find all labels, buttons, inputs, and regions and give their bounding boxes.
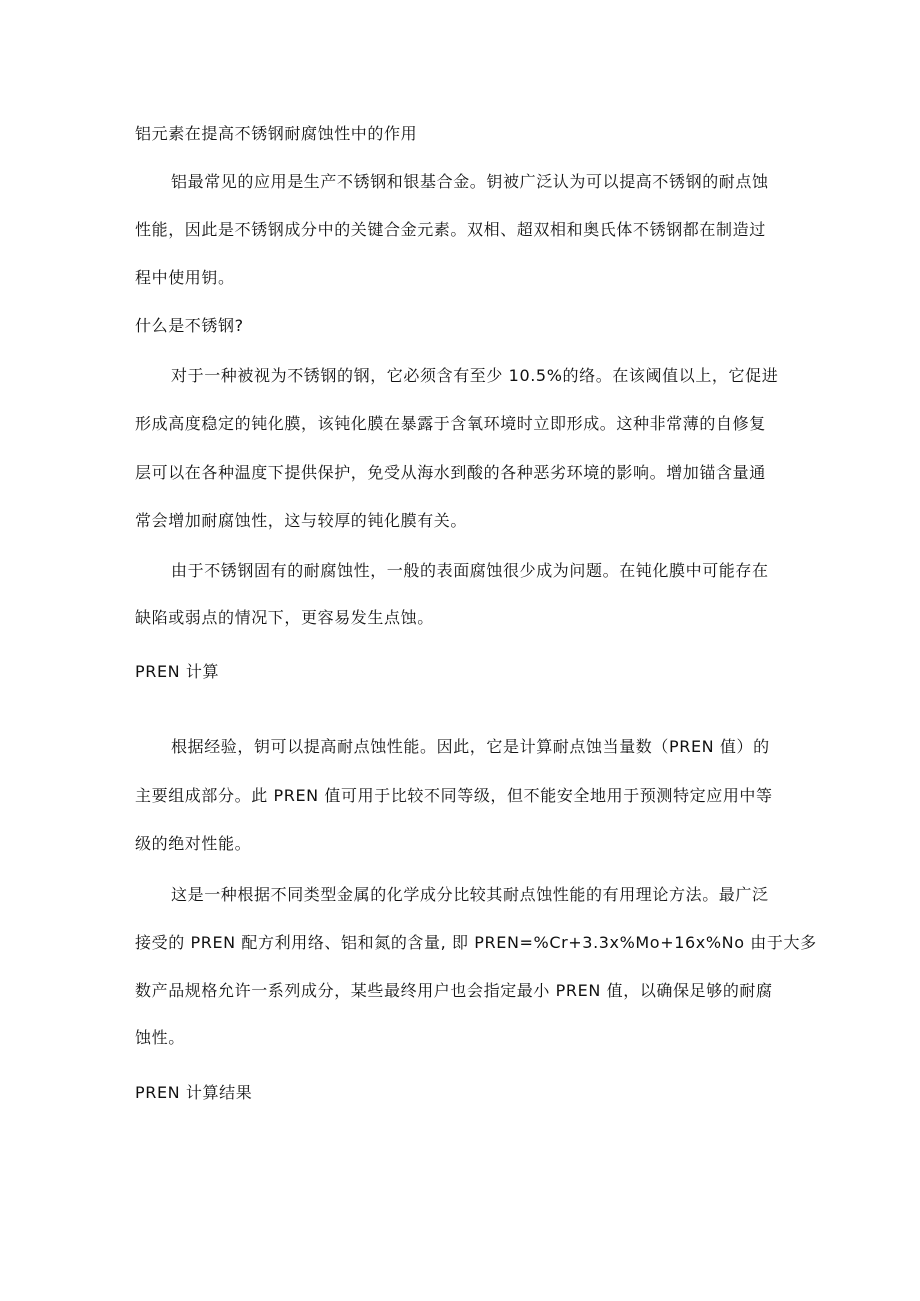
paragraph-line: 对于一种被视为不锈钢的钢，它必须含有至少 10.5%的络。在该阈值以上，它促进 bbox=[171, 366, 779, 385]
paragraph-line: 性能，因此是不锈钢成分中的关键合金元素。双相、超双相和奥氏体不锈钢都在制造过 bbox=[135, 220, 766, 239]
paragraph-line: 数产品规格允许一系列成分，某些最终用户也会指定最小 PREN 值，以确保足够的耐腐 bbox=[135, 981, 773, 1000]
paragraph-line: 接受的 PREN 配方利用络、铝和氮的含量, 即 PREN=%Cr+3.3x%Mo+16x%No 由于大多 bbox=[135, 933, 817, 952]
section-heading-pren-calculation: PREN 计算 bbox=[135, 662, 220, 681]
section-heading-pren-results: PREN 计算结果 bbox=[135, 1083, 253, 1102]
paragraph-line: 层可以在各种温度下提供保护，免受从海水到酸的各种恶劣环境的影响。增加锚含量通 bbox=[135, 463, 766, 482]
section-heading-what-is-stainless: 什么是不锈钢? bbox=[135, 316, 244, 335]
paragraph-line: 缺陷或弱点的情况下，更容易发生点蚀。 bbox=[135, 608, 434, 627]
paragraph-line: 程中使用钥。 bbox=[135, 268, 235, 287]
paragraph-line: 蚀性。 bbox=[135, 1028, 185, 1047]
paragraph-line: 铝最常见的应用是生产不锈钢和银基合金。钥被广泛认为可以提高不锈钢的耐点蚀 bbox=[171, 172, 769, 191]
paragraph-line: 主要组成部分。此 PREN 值可用于比较不同等级，但不能安全地用于预测特定应用中等 bbox=[135, 786, 773, 805]
section-heading-aluminum-role: 铝元素在提高不锈钢耐腐蚀性中的作用 bbox=[135, 124, 418, 143]
paragraph-line: 级的绝对性能。 bbox=[135, 834, 252, 853]
paragraph-line: 这是一种根据不同类型金属的化学成分比较其耐点蚀性能的有用理论方法。最广泛 bbox=[171, 885, 769, 904]
paragraph-line: 常会增加耐腐蚀性，这与较厚的钝化膜有关。 bbox=[135, 511, 468, 530]
paragraph-line: 根据经验，钥可以提高耐点蚀性能。因此，它是计算耐点蚀当量数（PREN 值）的 bbox=[171, 737, 770, 756]
paragraph-line: 由于不锈钢固有的耐腐蚀性，一般的表面腐蚀很少成为问题。在钝化膜中可能存在 bbox=[171, 561, 769, 580]
paragraph-line: 形成高度稳定的钝化膜，该钝化膜在暴露于含氧环境时立即形成。这种非常薄的自修复 bbox=[135, 414, 766, 433]
